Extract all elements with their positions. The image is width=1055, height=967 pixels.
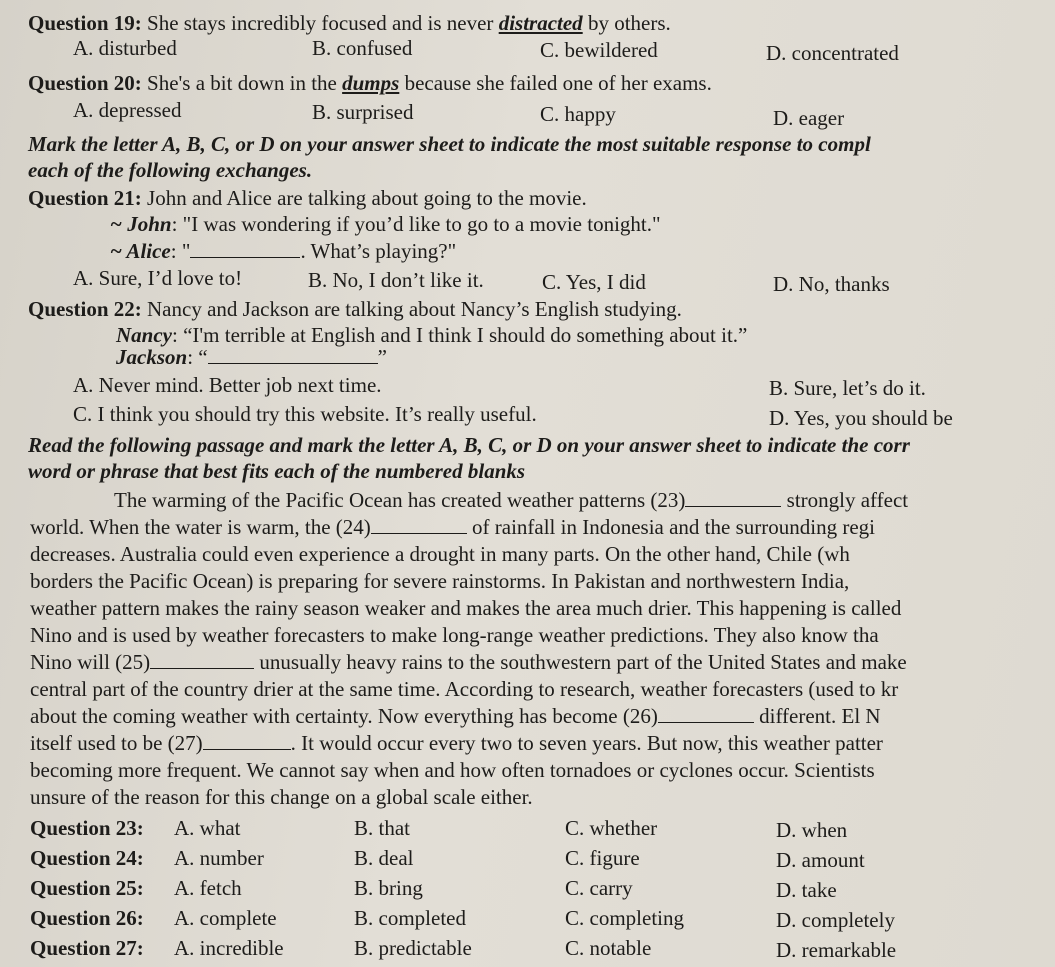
passage-line-11: becoming more frequent. We cannot say when and how often tornadoes or cyclones occur. Scientists [30,758,875,782]
question-24-option-d[interactable]: D. amount [776,848,865,872]
question-19-label: Question 19: [28,11,142,35]
question-23-option-a[interactable]: A. what [174,816,241,840]
question-25-row [30,875,144,901]
passage-line-1: The warming of the Pacific Ocean has created weather patterns (23) strongly affect [114,488,909,512]
question-21-option-a[interactable]: A. Sure, I’d love to! [73,266,243,290]
question-25-label: Question 25: [30,876,144,900]
question-23-row [30,815,144,841]
answer-blank [190,239,300,258]
question-27-label: Question 27: [30,936,144,960]
question-26-option-b[interactable]: B. completed [354,906,466,930]
question-25-option-b[interactable]: B. bring [354,876,423,900]
question-23-option-c[interactable]: C. whether [565,816,658,840]
question-27-option-a[interactable]: A. incredible [174,936,284,960]
question-27-option-b[interactable]: B. predictable [354,936,472,960]
question-20-stem: Question 20: She's a bit down in the dumps because she failed one of her exams. [28,71,712,95]
question-23-option-d[interactable]: D. when [776,818,848,842]
instruction-exchanges-line2: each of the following exchanges. [28,158,313,182]
blank-25 [150,650,254,669]
question-26-label: Question 26: [30,906,144,930]
question-24-option-a[interactable]: A. number [174,846,264,870]
question-19-keyword: distracted [498,11,583,35]
question-26-row [30,905,144,931]
question-19-option-d[interactable]: D. concentrated [766,41,899,65]
passage-line-9: about the coming weather with certainty. Now everything has become (26) different. El N [30,704,881,728]
instruction-passage-line1: Read the following passage and mark the letter A, B, C, or D on your answer sheet to indicate the corr [28,433,910,457]
answer-blank [208,345,378,364]
passage-line-5: weather pattern makes the rainy season weaker and makes the area much drier. This happening is called [30,596,902,620]
question-23-label: Question 23: [30,816,144,840]
instruction-exchanges-line1: Mark the letter A, B, C, or D on your answer sheet to indicate the most suitable response to compl [28,132,871,156]
question-21-option-d[interactable]: D. No, thanks [773,272,890,296]
passage-line-2: world. When the water is warm, the (24) of rainfall in Indonesia and the surrounding regi [30,515,875,539]
question-24-option-c[interactable]: C. figure [565,846,640,870]
question-19-option-c[interactable]: C. bewildered [540,38,658,62]
question-20-label: Question 20: [28,71,142,95]
question-19-option-b[interactable]: B. confused [312,36,413,60]
question-23-option-b[interactable]: B. that [354,816,410,840]
passage-line-10: itself used to be (27) . It would occur every two to seven years. But now, this weather patter [30,731,883,755]
question-22-option-a[interactable]: A. Never mind. Better job next time. [73,373,382,397]
question-24-row [30,845,144,871]
question-21-john-line: ~ John: "I was wondering if you’d like to go to a movie tonight." [110,212,661,236]
passage-line-6: Nino and is used by weather forecasters to make long-range weather predictions. They also know tha [30,623,879,647]
question-22-option-d[interactable]: D. Yes, you should be [769,406,953,430]
passage-line-12: unsure of the reason for this change on a global scale either. [30,785,533,809]
question-27-option-d[interactable]: D. remarkable [776,938,897,962]
question-20-option-c[interactable]: C. happy [540,102,616,126]
blank-26 [658,704,754,723]
question-19-stem: Question 19: She stays incredibly focused and is never distracted by others. [28,11,671,35]
question-22-nancy-line: Nancy: “I'm terrible at English and I think I should do something about it.” [116,323,748,347]
question-22-option-b[interactable]: B. Sure, let’s do it. [769,376,926,400]
blank-24 [371,515,467,534]
question-25-option-d[interactable]: D. take [776,878,837,902]
question-24-label: Question 24: [30,846,144,870]
question-26-option-a[interactable]: A. complete [174,906,277,930]
passage-line-3: decreases. Australia could even experience a drought in many parts. On the other hand, Chile (wh [30,542,850,566]
question-20-option-a[interactable]: A. depressed [73,98,182,122]
passage-line-4: borders the Pacific Ocean) is preparing for severe rainstorms. In Pakistan and northwestern India, [30,569,850,593]
question-22-label: Question 22: [28,297,142,321]
question-25-option-c[interactable]: C. carry [565,876,633,900]
question-21-label: Question 21: [28,186,142,210]
instruction-passage-line2: word or phrase that best fits each of the numbered blanks [28,459,526,483]
question-21-stem: Question 21: John and Alice are talking about going to the movie. [28,186,587,210]
passage-line-7: Nino will (25) unusually heavy rains to the southwestern part of the United States and make [30,650,907,674]
blank-27 [203,731,291,750]
passage-line-8: central part of the country drier at the same time. According to research, weather forecasters (used to kr [30,677,899,701]
question-21-option-c[interactable]: C. Yes, I did [542,270,646,294]
question-26-option-d[interactable]: D. completely [776,908,895,932]
question-21-alice-line: ~ Alice: " . What’s playing?" [110,239,457,263]
question-20-keyword: dumps [342,71,400,95]
question-22-jackson-line: Jackson: “ ” [116,345,387,369]
question-26-option-c[interactable]: C. completing [565,906,684,930]
question-25-option-a[interactable]: A. fetch [174,876,242,900]
question-22-option-c[interactable]: C. I think you should try this website. It’s really useful. [73,402,537,426]
blank-23 [685,488,781,507]
question-20-option-b[interactable]: B. surprised [312,100,414,124]
question-22-stem: Question 22: Nancy and Jackson are talking about Nancy’s English studying. [28,297,682,321]
question-24-option-b[interactable]: B. deal [354,846,414,870]
question-20-option-d[interactable]: D. eager [773,106,845,130]
question-19-option-a[interactable]: A. disturbed [73,36,177,60]
question-27-option-c[interactable]: C. notable [565,936,652,960]
question-21-option-b[interactable]: B. No, I don’t like it. [308,268,484,292]
question-27-row [30,935,144,961]
